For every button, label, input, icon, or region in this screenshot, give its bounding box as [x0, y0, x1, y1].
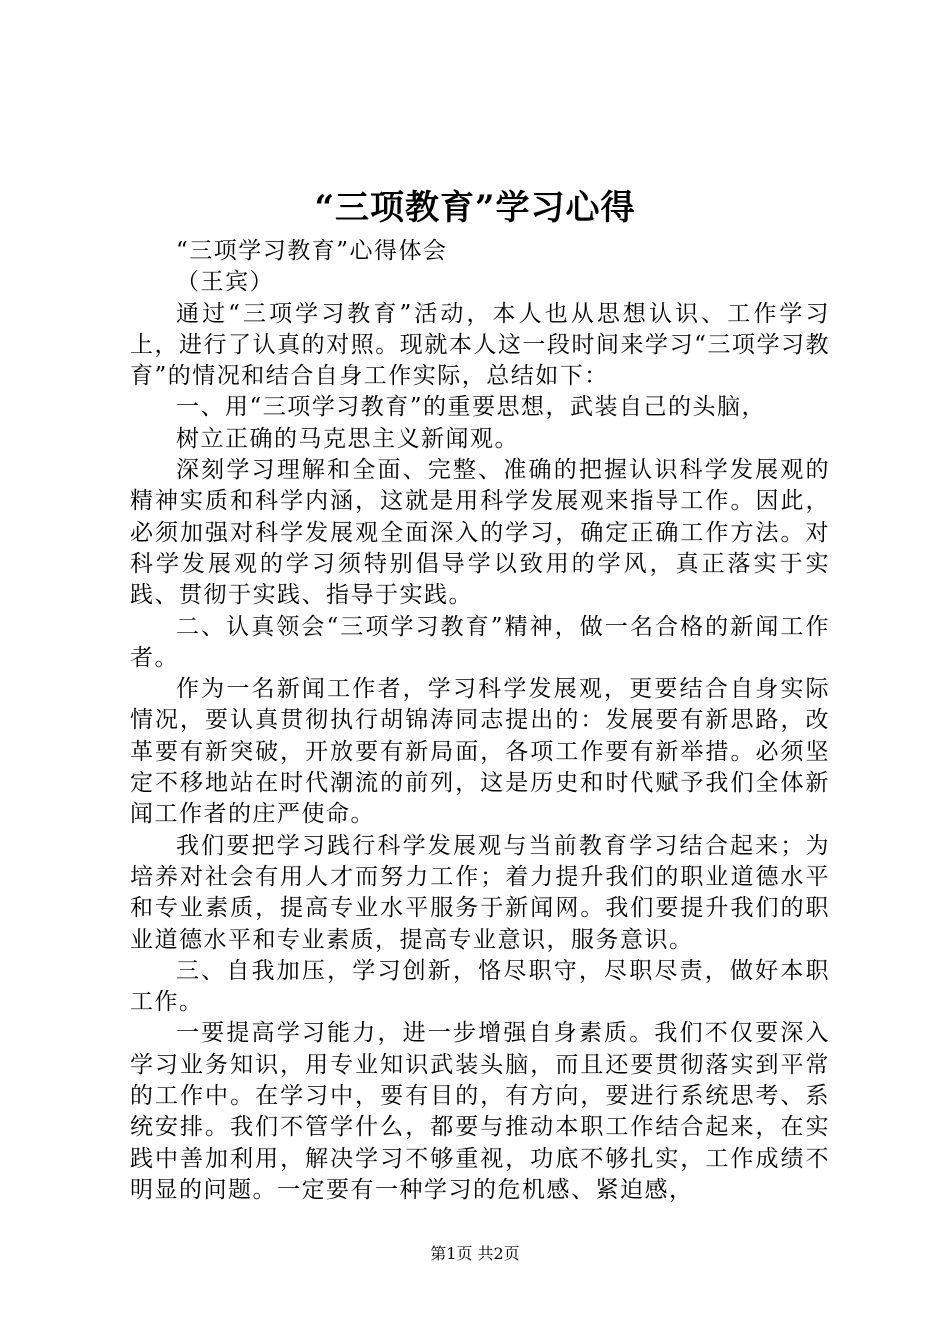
paragraph-intro: 通过“三项学习教育”活动，本人也从思想认识、工作学习上，进行了认真的对照。现就本人这一段时间来学习“三项学习教育”的情况和结合自身工作实际，总结如下： [130, 300, 830, 390]
subtitle: “三项学习教育”心得体会 [176, 238, 448, 264]
paragraph-4: 一要提高学习能力，进一步增强自身素质。我们不仅要深入学习业务知识，用专业知识武装头脑，而且还要贯彻落实到平常的工作中。在学习中，要有目的，有方向，要进行系统思考、系统安排。我们不管学什么，都要与推动本职工作结合起来，在实践中善加利用，解决学习不够重视，功底不够扎实，工作成绩不明显的问题。一定要有一种学习的危机感、紧迫感， [130, 1020, 830, 1203]
document-body [130, 236, 830, 1206]
paragraph-1: 深刻学习理解和全面、完整、准确的把握认识科学发展观的精神实质和科学内涵，这就是用科学发展观来指导工作。因此，必须加强对科学发展观全面深入的学习，确定正确工作方法。对科学发展观的学习须特别倡导学以致用的学风，真正落实于实践、贯彻于实践、指导于实践。 [130, 457, 830, 609]
section-heading-1: 一、用“三项学习教育”的重要思想，武装自己的头脑， [176, 394, 767, 421]
section-heading-2: 二、认真领会“三项学习教育”精神，做一名合格的新闻工作者。 [130, 613, 830, 671]
author-line: （王宾） [176, 269, 274, 296]
document-title: “三项教育”学习心得 [314, 188, 636, 228]
section-heading-1-cont: 树立正确的马克思主义新闻观。 [176, 425, 519, 452]
page-footer: 第1页 共2页 [430, 1244, 520, 1263]
paragraph-2: 作为一名新闻工作者，学习科学发展观，更要结合自身实际情况，要认真贯彻执行胡锦涛同志提出的：发展要有新思路，改革要有新突破，开放要有新局面，各项工作要有新举措。必须坚定不移地站在时代潮流的前列，这是历史和时代赋予我们全体新闻工作者的庄严使命。 [130, 676, 830, 828]
section-heading-3: 三、自我加压，学习创新，恪尽职守，尽职尽责，做好本职工作。 [130, 957, 830, 1016]
paragraph-3: 我们要把学习践行科学发展观与当前教育学习结合起来；为培养对社会有用人才而努力工作；着力提升我们的职业道德水平和专业素质，提高专业水平服务于新闻网。我们要提升我们的职业道德水平和专业素质，提高专业意识，服务意识。 [130, 832, 830, 953]
